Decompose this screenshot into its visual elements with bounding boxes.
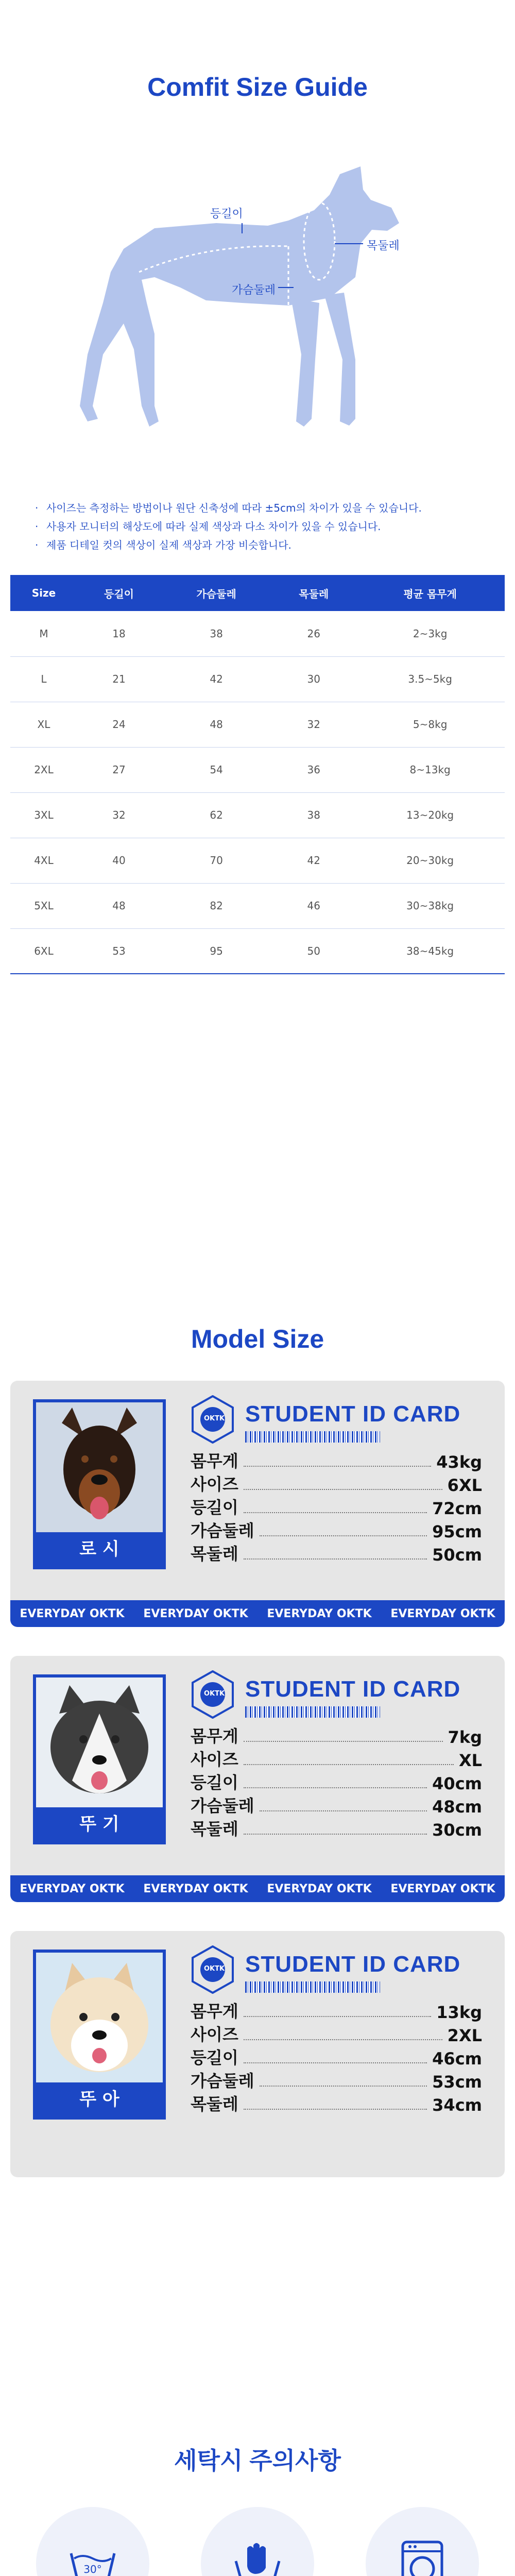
- wash-icon-list: [0, 2507, 515, 2576]
- size-table-row: [10, 702, 505, 747]
- seal-text: OKTK: [203, 1965, 225, 1973]
- size-table-cell: 70: [161, 838, 272, 883]
- brand-strip: [10, 1875, 505, 1902]
- field-value: 48cm: [432, 1797, 482, 1817]
- size-note: · 사용자 모니터의 해상도에 따라 실제 색상과 다소 차이가 있을 수 있습니다.: [31, 517, 484, 536]
- model-card: [10, 1931, 505, 2177]
- field-value: 2XL: [447, 2026, 482, 2045]
- size-table-cell: 30~38kg: [355, 883, 505, 928]
- callout-chest: 가슴둘레: [232, 284, 276, 297]
- brand-strip: [10, 1600, 505, 1627]
- field-neck: [191, 1541, 482, 1565]
- field-value: 95cm: [432, 1522, 482, 1541]
- size-table-cell: XL: [10, 702, 77, 747]
- wash-temp-text: 30°: [83, 2563, 102, 2575]
- size-table-row: [10, 928, 505, 974]
- size-table-cell: 38: [272, 792, 355, 838]
- doberman-photo-icon: [36, 1402, 163, 1538]
- size-table-cell: M: [10, 611, 77, 656]
- strip-text: EVERYDAY OKTK: [143, 1607, 248, 1620]
- dog-silhouette-icon: [0, 117, 515, 478]
- strip-text: EVERYDAY OKTK: [20, 1882, 125, 1895]
- size-table-row: [10, 747, 505, 792]
- field-back-length: [191, 2045, 482, 2069]
- size-table-cell: 54: [161, 747, 272, 792]
- card-title: STUDENT ID CARD: [245, 1401, 461, 1427]
- wash-item: [201, 2507, 314, 2576]
- size-table-cell: 95: [161, 928, 272, 974]
- field-value: 40cm: [432, 1774, 482, 1793]
- size-table-cell: 32: [77, 792, 161, 838]
- size-table-cell: 5~8kg: [355, 702, 505, 747]
- wash-30-icon: [36, 2507, 149, 2576]
- model-name: 뚜 기: [36, 1807, 163, 1841]
- size-table-body: [10, 611, 505, 974]
- size-table-cell: 20~30kg: [355, 838, 505, 883]
- size-table-cell: 62: [161, 792, 272, 838]
- size-table-cell: 6XL: [10, 928, 77, 974]
- field-size: [191, 2022, 482, 2045]
- field-label: 사이즈: [191, 1475, 238, 1494]
- size-table-cell: 42: [272, 838, 355, 883]
- size-table-cell: 38: [161, 611, 272, 656]
- size-table-cell: 48: [161, 702, 272, 747]
- size-table-cell: 82: [161, 883, 272, 928]
- field-label: 몸무게: [191, 1726, 238, 1746]
- size-table-cell: 2XL: [10, 747, 77, 792]
- card-fields: [191, 1724, 482, 1840]
- size-table-cell: 27: [77, 747, 161, 792]
- size-table-cell: 48: [77, 883, 161, 928]
- size-table-cell: 30: [272, 656, 355, 702]
- field-value: 6XL: [447, 1476, 482, 1495]
- size-table-header: 평균 몸무게: [355, 575, 505, 611]
- field-value: 7kg: [448, 1727, 482, 1747]
- husky-photo-icon: [36, 1677, 163, 1814]
- size-table-cell: 8~13kg: [355, 747, 505, 792]
- barcode-icon: [245, 1706, 380, 1718]
- field-label: 가슴둘레: [191, 1521, 254, 1540]
- field-label: 가슴둘레: [191, 1796, 254, 1816]
- model-name: 뚜 아: [36, 2082, 163, 2116]
- size-table-header: 가슴둘레: [161, 575, 272, 611]
- strip-text: EVERYDAY OKTK: [20, 1607, 125, 1620]
- size-table-cell: 26: [272, 611, 355, 656]
- callout-back-length: 등길이: [210, 208, 243, 221]
- dog-measurement-figure: [0, 117, 515, 478]
- field-neck: [191, 2092, 482, 2115]
- washing-title: 세탁시 주의사항: [174, 2447, 341, 2474]
- model-photo: [33, 1674, 166, 1844]
- field-label: 가슴둘레: [191, 2071, 254, 2091]
- size-table-cell: 50: [272, 928, 355, 974]
- size-table-cell: 5XL: [10, 883, 77, 928]
- field-label: 사이즈: [191, 1750, 238, 1769]
- size-table-cell: 24: [77, 702, 161, 747]
- size-note: · 사이즈는 측정하는 방법이나 원단 신축성에 따라 ±5cm의 차이가 있을 수 있습니다.: [31, 499, 484, 517]
- field-label: 목둘레: [191, 1819, 238, 1839]
- card-title: STUDENT ID CARD: [245, 1952, 461, 1977]
- model-size-title: Model Size: [191, 1325, 324, 1353]
- field-back-length: [191, 1770, 482, 1793]
- hand-wash-icon: [201, 2507, 314, 2576]
- size-table-cell: 36: [272, 747, 355, 792]
- field-chest: [191, 1518, 482, 1541]
- field-weight: [191, 1724, 482, 1747]
- size-table-row: [10, 792, 505, 838]
- size-table-cell: 13~20kg: [355, 792, 505, 838]
- size-table-cell: 42: [161, 656, 272, 702]
- washing-section: [0, 2442, 515, 2576]
- barcode-icon: [245, 1431, 380, 1443]
- size-table-cell: 2~3kg: [355, 611, 505, 656]
- field-label: 등길이: [191, 1498, 238, 1517]
- seal-text: OKTK: [203, 1415, 225, 1422]
- size-table-cell: 38~45kg: [355, 928, 505, 974]
- field-chest: [191, 1793, 482, 1817]
- size-table-cell: 32: [272, 702, 355, 747]
- size-note: · 제품 디테일 컷의 색상이 실제 색상과 가장 비슷합니다.: [31, 536, 484, 554]
- field-label: 등길이: [191, 2048, 238, 2067]
- size-table-cell: 3XL: [10, 792, 77, 838]
- seal-text: OKTK: [203, 1690, 225, 1698]
- size-table-row: [10, 838, 505, 883]
- card-fields: [191, 1449, 482, 1565]
- size-notes: [31, 478, 484, 554]
- field-value: 43kg: [436, 1452, 482, 1472]
- card-fields: [191, 1999, 482, 2115]
- model-card: [10, 1656, 505, 1902]
- size-table-cell: 18: [77, 611, 161, 656]
- size-table-cell: 4XL: [10, 838, 77, 883]
- field-size: [191, 1747, 482, 1770]
- strip-text: EVERYDAY OKTK: [390, 1607, 495, 1620]
- strip-text: EVERYDAY OKTK: [390, 1882, 495, 1895]
- strip-text: EVERYDAY OKTK: [267, 1882, 372, 1895]
- size-table-header: Size: [10, 575, 77, 611]
- wash-item: [366, 2507, 479, 2576]
- field-weight: [191, 1449, 482, 1472]
- field-label: 등길이: [191, 1773, 238, 1792]
- size-table-header: 등길이: [77, 575, 161, 611]
- model-photo: [33, 1399, 166, 1569]
- field-value: 72cm: [432, 1499, 482, 1518]
- field-value: 34cm: [432, 2095, 482, 2115]
- jindo-photo-icon: [36, 1953, 163, 2089]
- size-table-cell: 46: [272, 883, 355, 928]
- field-neck: [191, 1817, 482, 1840]
- wash-item: [36, 2507, 149, 2576]
- card-title: STUDENT ID CARD: [245, 1676, 461, 1702]
- no-dryer-icon: [366, 2507, 479, 2576]
- field-value: 50cm: [432, 1545, 482, 1565]
- strip-text: EVERYDAY OKTK: [267, 1607, 372, 1620]
- model-name: 로 시: [36, 1532, 163, 1566]
- size-table-cell: 40: [77, 838, 161, 883]
- field-label: 목둘레: [191, 2094, 238, 2114]
- model-photo: [33, 1950, 166, 2120]
- field-value: 53cm: [432, 2072, 482, 2092]
- field-value: 13kg: [436, 2003, 482, 2022]
- size-table: [10, 575, 505, 974]
- field-label: 사이즈: [191, 2025, 238, 2044]
- size-table-row: [10, 656, 505, 702]
- field-size: [191, 1472, 482, 1495]
- field-value: XL: [458, 1751, 482, 1770]
- barcode-icon: [245, 1981, 380, 1993]
- size-table-cell: L: [10, 656, 77, 702]
- model-card: [10, 1381, 505, 1627]
- strip-text: EVERYDAY OKTK: [143, 1882, 248, 1895]
- model-size-section: [0, 1324, 515, 2442]
- size-table-row: [10, 611, 505, 656]
- field-chest: [191, 2069, 482, 2092]
- size-table-header: 목둘레: [272, 575, 355, 611]
- field-back-length: [191, 1495, 482, 1518]
- size-table-header-row: [10, 575, 505, 611]
- size-table-row: [10, 883, 505, 928]
- field-weight: [191, 1999, 482, 2022]
- size-table-cell: 21: [77, 656, 161, 702]
- field-value: 30cm: [432, 1820, 482, 1840]
- callout-neck: 목둘레: [367, 240, 400, 252]
- field-label: 목둘레: [191, 1544, 238, 1564]
- field-label: 몸무게: [191, 2002, 238, 2021]
- field-label: 몸무게: [191, 1451, 238, 1471]
- size-guide-title: Comfit Size Guide: [147, 73, 368, 101]
- size-table-cell: 53: [77, 928, 161, 974]
- size-table-cell: 3.5~5kg: [355, 656, 505, 702]
- field-value: 46cm: [432, 2049, 482, 2069]
